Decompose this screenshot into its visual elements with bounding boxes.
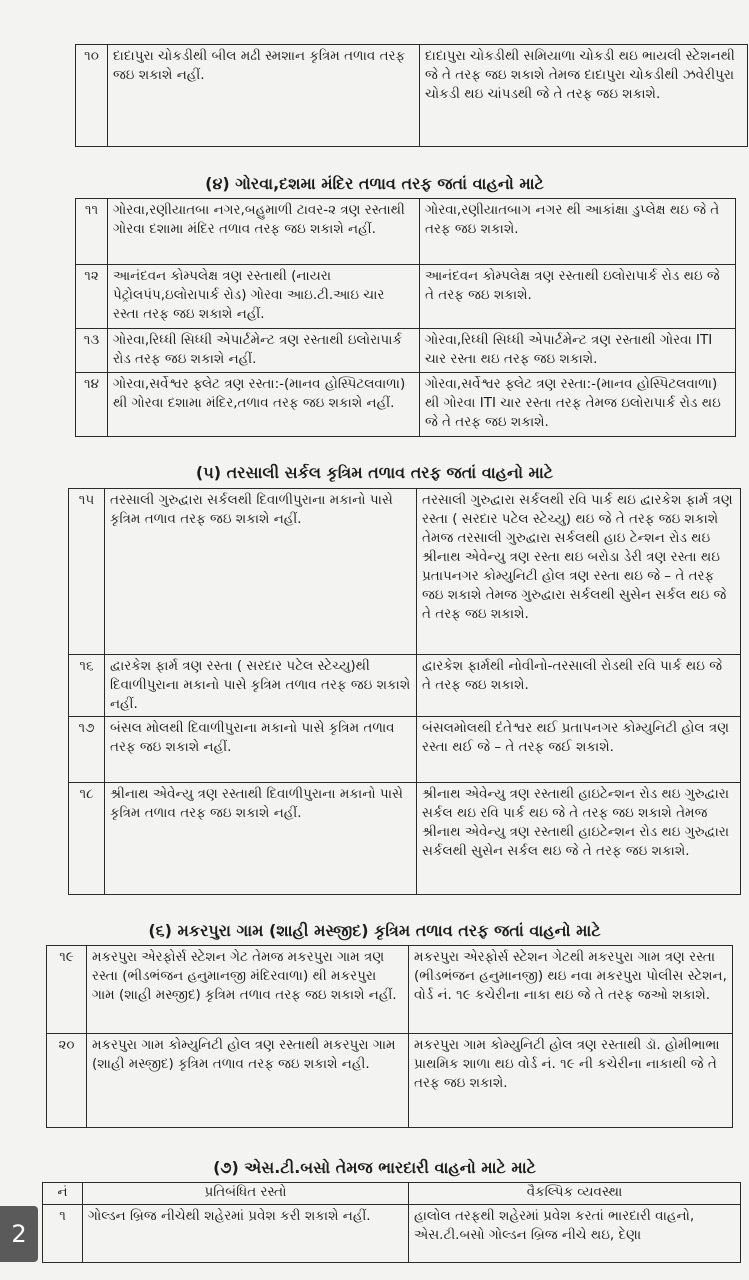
alternate-route: મકરપુરા એરફોર્સ સ્ટેશન ગેટથી મકરપુરા ગામ ત્રણ રસ્તા (ભીડભંજન હનુમાનજી) થઇ નવા મકરપુરા પોલીસ સ્ટેશન, વોર્ડ નં. ૧૯ કચેરીના નાકા થઇ જે તે તરફ જઓ શકાશે.	[409, 946, 733, 1034]
row-number: ૧૪	[76, 373, 108, 437]
section-heading: (૬) મકરપુરા ગામ (શાહી મસ્જીદ) કૃત્રિમ તળાવ તરફ જતાં વાહનો માટે	[148, 921, 601, 940]
alternate-route: બંસલમોલથી દંતેશ્વર થઈ પ્રતાપનગર કોમ્યુનિટી હોલ ત્રણ રસ્તા થઈ જે – તે તરફ જઈ શકાશે.	[417, 717, 741, 783]
alternate-route: તરસાલી ગુરુદ્વારા સર્કલથી રવિ પાર્ક થઇ દ્વારકેશ ફાર્મ ત્રણ રસ્તા ( સરદાર પટેલ સ્ટેચ્યુ) થઇ જે તે તરફ જઇ શકાશે તેમજ તરસાલી ગુરુદ્વારા સર્કલથી હાઇ ટેન્શન રોડ થઇ શ્રીનાથ એવેન્યુ ત્રણ રસ્તા થઇ બરોડા ડેરી ત્રણ રસ્તા થઇ પ્રતાપનગર કોમ્યુનિટી હોલ ત્રણ રસ્તા થઇ જે – તે તરફ જઇ શકાશે તેમજ ગુરુદ્વારા સર્કલથી સુસેન સર્કલ થઇ જે તે તરફ જઇ શકાશે.	[417, 489, 741, 655]
alternate-route: શ્રીનાથ એવેન્યુ ત્રણ રસ્તાથી હાઇટેન્શન રોડ થઇ ગુરુદ્વારા સર્કલ થઇ રવિ પાર્ક થઇ જે તે તરફ જઇ શકાશે તેમજ શ્રીનાથ એવેન્યુ ત્રણ રસ્તાથી હાઇટેન્શન રોડ થઇ ગુરુદ્વારા સર્કલથી સુસેન સર્કલ થઇ જે તે તરફ જઇ શકાશે.	[417, 783, 741, 895]
restricted-route: મકરપુરા ગામ કોમ્યુનિટી હોલ ત્રણ રસ્તાથી મકરપુરા ગામ (શાહી મસ્જીદ) કૃત્રિમ તળાવ તરફ જઇ શકાશે નહી.	[87, 1034, 409, 1128]
row-number: ૧૧	[76, 199, 108, 265]
table-row	[76, 373, 736, 437]
row-number: ૧૭	[69, 717, 105, 783]
row-number: ૧૩	[76, 329, 108, 373]
restricted-route: ગોરવા,રિધ્ધી સિધ્ધી એપાર્ટમેન્ટ ત્રણ રસ્તાથી ઇલોરાપાર્ક રોડ તરફ જઇ શકાશે નહીં.	[108, 329, 420, 373]
page-number-badge: 2	[0, 1206, 38, 1262]
table-row	[76, 329, 736, 373]
routes-table-section5	[68, 488, 741, 895]
row-number: ૧૫	[69, 489, 105, 655]
section-heading: (૪) ગોરવા,દશમા મંદિર તળાવ તરફ જતાં વાહનો માટે	[205, 174, 544, 193]
row-number: ૧	[43, 1205, 83, 1263]
restricted-route: દાદાપુરા ચોકડીથી બીલ મઢી સ્મશાન કૃત્રિમ તળાવ તરફ જઇ શકાશે નહીં.	[108, 45, 420, 147]
alternate-route: ગોરવા,રણીયાતબાગ નગર થી આકાંક્ષા ડુપ્લેક્ષ થઇ જે તે તરફ જઇ શકાશે.	[420, 199, 736, 265]
routes-table-section4	[75, 198, 736, 437]
table-row	[69, 783, 741, 895]
table-row	[47, 946, 733, 1034]
alternate-route: દ્વારકેશ ફાર્મથી નોવીનો-તરસાલી રોડથી રવિ પાર્ક થઇ જે તે તરફ જઇ શકાશે.	[417, 655, 741, 717]
column-header-restricted: પ્રતિબંધિત રસ્તો	[83, 1183, 409, 1205]
restricted-route: બંસલ મોલથી દિવાળીપુરાના મકાનો પાસે કૃત્રિમ તળાવ તરફ જઇ શકાશે નહીં.	[105, 717, 417, 783]
column-header-number: નં	[43, 1183, 83, 1205]
restricted-route: દ્વારકેશ ફાર્મ ત્રણ રસ્તા ( સરદાર પટેલ સ્ટેચ્યુ)થી દિવાળીપુરાના મકાનો પાસે કૃત્રિમ તળાવ તરફ જઇ શકાશે નહીં.	[105, 655, 417, 717]
routes-table-part3	[75, 44, 748, 147]
table-row	[76, 265, 736, 329]
row-number: ૧૨	[76, 265, 108, 329]
row-number: ૧૬	[69, 655, 105, 717]
row-number: ૨૦	[47, 1034, 87, 1128]
table-row	[47, 1034, 733, 1128]
alternate-route: ગોરવા,સર્વેશ્વર ફ્લેટ ત્રણ રસ્તા:-(માનવ હોસ્પિટલવાળા) થી ગોરવા ITI ચાર રસ્તા તરફ તેમજ ઇલોરાપાર્ક રોડ થઇ જે તે તરફ જઇ શકાશે.	[420, 373, 736, 437]
routes-table-section7	[42, 1182, 741, 1263]
restricted-route: મકરપુરા એરફોર્સ સ્ટેશન ગેટ તેમજ મકરપુરા ગામ ત્રણ રસ્તા (ભીડભંજન હનુમાનજી મંદિરવાળા) થી મકરપુરા ગામ (શાહી મસ્જીદ) કૃત્રિમ તળાવ તરફ જઇ શકાશે નહીં.	[87, 946, 409, 1034]
routes-table-section6	[46, 945, 733, 1128]
table-header-row	[43, 1183, 741, 1205]
table-row	[69, 489, 741, 655]
table-row	[76, 199, 736, 265]
restricted-route: ગોરવા,સર્વેશ્વર ફ્લેટ ત્રણ રસ્તા:-(માનવ હોસ્પિટલવાળા) થી ગોરવા દશામા મંદિર,તળાવ તરફ જઇ શકાશે નહીં.	[108, 373, 420, 437]
row-number: ૧૦	[76, 45, 108, 147]
section-heading: (૭) એસ.ટી.બસો તેમજ ભારદારી વાહનો માટે માટે	[213, 1158, 536, 1177]
table-row	[69, 717, 741, 783]
restricted-route: ગોરવા,રણીયાતબા નગર,બહુમાળી ટાવર-૨ ત્રણ રસ્તાથી ગોરવા દશામા મંદિર તળાવ તરફ જઇ શકાશે નહીં.	[108, 199, 420, 265]
restricted-route: આનંદવન કોમ્પલેક્ષ ત્રણ રસ્તાથી (નાયરા પેટ્રોલપંપ,ઇલોરાપાર્ક રોડ) ગોરવા આઇ.ટી.આઇ ચાર રસ્તા તરફ જઇ શકાશે નહીં.	[108, 265, 420, 329]
row-number: ૧૮	[69, 783, 105, 895]
table-row	[43, 1205, 741, 1263]
table-row	[69, 655, 741, 717]
alternate-route: દાદાપુરા ચોકડીથી સમિયાળા ચોકડી થઇ ભાયલી સ્ટેશનથી જે તે તરફ જઇ શકાશે તેમજ દાદાપુરા ચોકડીથી ઝવેરીપુરા ચોકડી થઇ ચાંપડથી જે તે તરફ જઇ શકાશે.	[420, 45, 748, 147]
row-number: ૧૯	[47, 946, 87, 1034]
restricted-route: તરસાલી ગુરુદ્વારા સર્કલથી દિવાળીપુરાના મકાનો પાસે કૃત્રિમ તળાવ તરફ જઇ શકાશે નહીં.	[105, 489, 417, 655]
column-header-alternate: વૈકલ્પિક વ્યવસ્થા	[409, 1183, 741, 1205]
restricted-route: ગોલ્ડન બ્રિજ નીચેથી શહેરમાં પ્રવેશ કરી શકાશે નહીં.	[83, 1205, 409, 1263]
restricted-route: શ્રીનાથ એવેન્યુ ત્રણ રસ્તાથી દિવાળીપુરાના મકાનો પાસે કૃત્રિમ તળાવ તરફ જઇ શકાશે નહીં.	[105, 783, 417, 895]
alternate-route: મકરપુરા ગામ કોમ્યુનિટી હોલ ત્રણ રસ્તાથી ડૉ. હોમીભાભા પ્રાથમિક શાળા થઇ વોર્ડ નં. ૧૯ ની કચેરીના નાકાથી જે તે તરફ જઇ શકાશે.	[409, 1034, 733, 1128]
alternate-route: ગોરવા,રિધ્ધી સિધ્ધી એપાર્ટમેન્ટ ત્રણ રસ્તાથી ગોરવા ITI ચાર રસ્તા થઇ તરફ જઇ શકાશે.	[420, 329, 736, 373]
table-row	[76, 45, 748, 147]
section-heading: (૫) તરસાલી સર્કલ કૃત્રિમ તળાવ તરફ જતાં વાહનો માટે	[195, 463, 554, 482]
alternate-route: આનંદવન કોમ્પલેક્ષ ત્રણ રસ્તાથી ઇલોરાપાર્ક રોડ થઇ જે તે તરફ જઇ શકાશે.	[420, 265, 736, 329]
alternate-route: હાલોલ તરફથી શહેરમાં પ્રવેશ કરતાં ભારદારી વાહનો, એસ.ટી.બસો ગોલ્ડન બ્રિજ નીચે થઇ, દેણા	[409, 1205, 741, 1263]
